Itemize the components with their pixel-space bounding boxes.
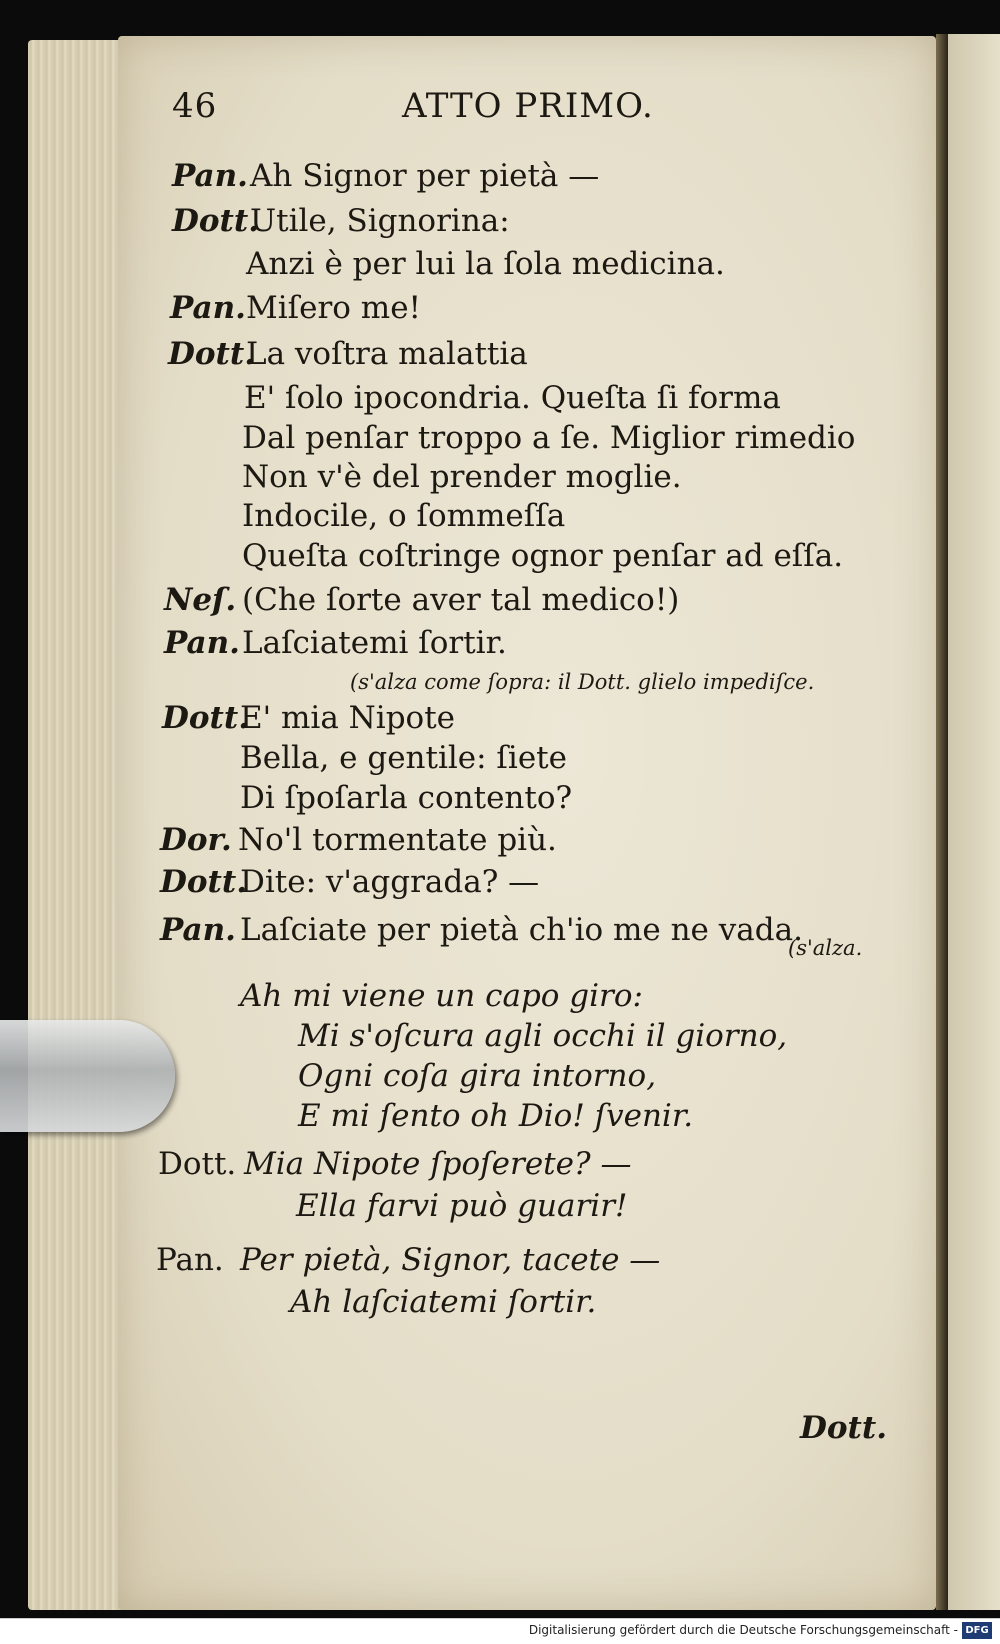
digitization-footer: [0, 1618, 1000, 1644]
stage-direction: (s'alza come ſopra: il Dott. glielo impediſce.: [350, 670, 815, 694]
verse-line: Non v'è del prender moglie.: [242, 459, 682, 495]
speaker-label: Pan.: [170, 290, 246, 326]
speaker-label: Pan.: [172, 158, 248, 194]
page-number: 46: [172, 86, 218, 126]
speaker-label: Pan.: [156, 1242, 224, 1278]
aria-line: Per pietà, Signor, tacete —: [240, 1242, 661, 1278]
aria-line: E mi ſento oh Dio! ſvenir.: [298, 1098, 694, 1134]
verse-line: Queſta coſtringe ognor penſar ad eſſa.: [242, 538, 844, 574]
verse-line: Utile, Signorina:: [250, 203, 510, 239]
book-gutter: [936, 34, 948, 1610]
verse-line: No'l tormentate più.: [238, 822, 557, 858]
aria-line: Mia Nipote ſpoſerete? —: [244, 1146, 632, 1182]
aria-line: Ah mi viene un capo giro:: [240, 978, 643, 1014]
verse-line: (Che ſorte aver tal medico!): [242, 582, 680, 618]
verse-line: E' mia Nipote: [240, 700, 456, 736]
speaker-label: Dott.: [168, 336, 255, 372]
speaker-label: Pan.: [160, 912, 236, 948]
verse-line: Bella, e gentile: ſiete: [240, 740, 567, 776]
verse-line: Ah Signor per pietà —: [250, 158, 600, 194]
aria-line: Ah laſciatemi ſortir.: [290, 1284, 597, 1320]
verse-line: Anzi è per lui la ſola medicina.: [246, 246, 725, 282]
speaker-label: Dott.: [162, 700, 249, 736]
stage-direction: (s'alza.: [788, 936, 863, 960]
scanner-clamp: [0, 1020, 175, 1132]
verse-line: Laſciatemi ſortir.: [242, 625, 507, 661]
speaker-label: Dott.: [172, 203, 259, 239]
facing-page-edge: [948, 34, 1000, 1610]
verse-line: Indocile, o ſommeſſa: [242, 498, 566, 534]
aria-line: Mi s'oſcura agli occhi il giorno,: [298, 1018, 788, 1054]
verse-line: Dite: v'aggrada? —: [240, 864, 540, 900]
aria-line: Ogni coſa gira intorno,: [298, 1058, 657, 1094]
speaker-label: Dott.: [160, 864, 247, 900]
verse-line: La voſtra malattia: [246, 336, 528, 372]
verse-line: Miſero me!: [246, 290, 422, 326]
catchword: Dott.: [800, 1410, 887, 1446]
verse-line: E' ſolo ipocondria. Queſta ſi forma: [244, 380, 781, 416]
verse-line: Di ſpoſarla contento?: [240, 780, 573, 816]
aria-line: Ella farvi può guarir!: [296, 1188, 628, 1224]
speaker-label: Dott.: [158, 1146, 237, 1182]
speaker-label: Dor.: [160, 822, 232, 858]
speaker-label: Pan.: [164, 625, 240, 661]
speaker-label: Neſ.: [164, 582, 237, 618]
verse-line: Dal penſar troppo a ſe. Miglior rimedio: [242, 420, 856, 456]
dfg-logo: DFG: [962, 1622, 992, 1639]
verse-line: Laſciate per pietà ch'io me ne vada.: [240, 912, 803, 948]
footer-credit: Digitalisierung gefördert durch die Deutsche Forschungsgemeinschaft -: [528, 1623, 958, 1637]
running-head: ATTO PRIMO.: [402, 86, 654, 126]
